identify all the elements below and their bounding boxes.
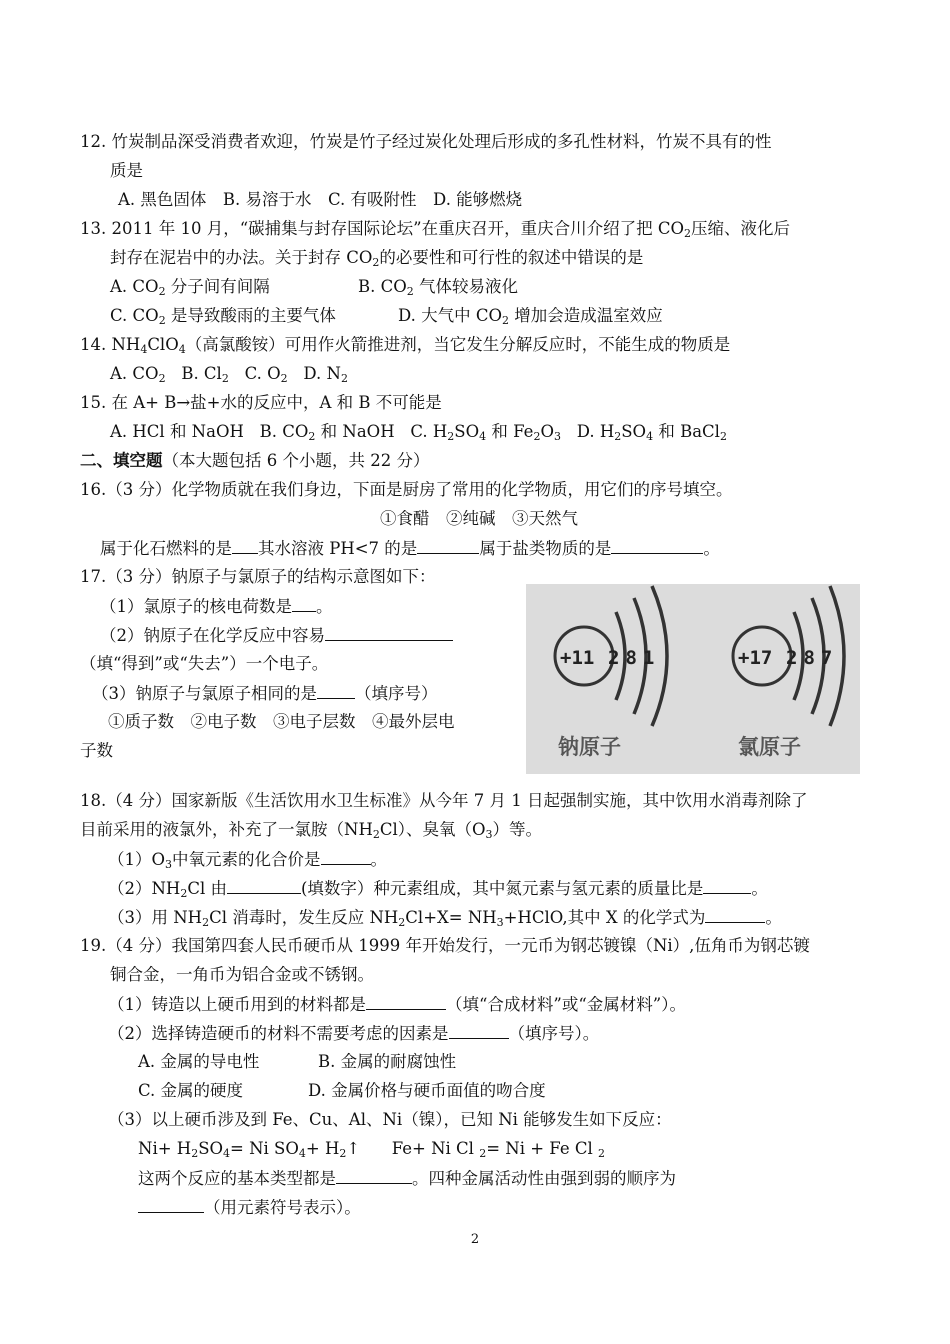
- q12-line-2: 质是: [110, 161, 143, 180]
- q18-blank-3[interactable]: [703, 877, 751, 894]
- q19-option-d: D. 金属价格与硬币面值的吻合度: [308, 1081, 546, 1100]
- q19-blank-1[interactable]: [366, 993, 446, 1010]
- q19-line-2: 铜合金，一角币为铝合金或不锈钢。: [110, 965, 374, 984]
- q17-line-1: 17.（3 分）钠原子与氯原子的结构示意图如下：: [80, 567, 436, 586]
- q13-line-2: 封存在泥岩中的办法。关于封存 $CO_2$的必要性和可行性的叙述中错误的是: [110, 248, 644, 269]
- q16-blank-3[interactable]: [611, 537, 703, 554]
- q19-sub-3-line-3: （用元素符号表示）。: [138, 1196, 361, 1219]
- q19-option-b: B. 金属的耐腐蚀性: [318, 1052, 457, 1071]
- chlorine-nucleus-charge: +17: [738, 647, 773, 669]
- q17-sub-2-cont: （填“得到”或“失去”）一个电子。: [80, 654, 329, 673]
- q19-sub-1: （1）铸造以上硬币用到的材料都是 （填“合成材料”或“金属材料”）。: [108, 995, 686, 1014]
- q17-blank-2[interactable]: [325, 624, 453, 641]
- q13-option-a: A. $CO_2$ 分子间有间隔: [110, 277, 270, 298]
- q15-options: A. HCl 和 NaOH B. $CO_2$ 和 NaOH C. $H_2SO_4$ 和 $Fe_2O_3$ D. $H_2SO_4$ 和 BaCl$_2$: [110, 422, 727, 443]
- q19-blank-2[interactable]: [449, 1022, 509, 1039]
- q13-line-1: 13. 2011 年 10 月，“碳捕集与封存国际论坛”在重庆召开，重庆合川介绍了把 $CO_2$压缩、液化后: [80, 219, 790, 240]
- chlorine-electron-counts: 287: [786, 647, 839, 669]
- q12-options: A. 黑色固体 B. 易溶于水 C. 有吸附性 D. 能够燃烧: [118, 190, 523, 209]
- atom-diagram-svg: [526, 584, 860, 774]
- q16-blank-2[interactable]: [417, 537, 479, 554]
- q17-sub-1: （1）氯原子的核电荷数是 。: [100, 597, 333, 616]
- q17-sub-2: （2）钠原子在化学反应中容易: [100, 624, 453, 647]
- q18-blank-4[interactable]: [705, 906, 765, 923]
- q18-line-2: 目前采用的液氯外，补充了一氯胺$(NH_2Cl)$、臭氧$(O_3)$等。: [80, 820, 543, 841]
- q13-option-d: D. 大气中 $CO_2$ 增加会造成温室效应: [398, 306, 663, 327]
- q19-sub-2: （2）选择铸造硬币的材料不需要考虑的因素是 （填序号）。: [108, 1024, 600, 1043]
- q18-sub-3: （3）用 $NH_2Cl$ 消毒时，发生反应 $NH_2Cl+X=$ $NH_3+HClO$,其中 X 的化学式为 。: [108, 908, 782, 929]
- q17-sub-3-cont: 子数: [80, 741, 113, 760]
- q19-equations: $Ni+ H_2SO_4= Ni$ $SO_4+$ $H_2↑$ Fe+ Ni Cl $_2$= Ni + Fe Cl $_2$: [138, 1139, 605, 1160]
- q18-blank-1[interactable]: [321, 848, 371, 865]
- q13-option-c: C. $CO_2$ 是导致酸雨的主要气体: [110, 306, 336, 327]
- q18-sub-2: $(2)NH_2Cl$ 由 (填数字）种元素组成，其中氮元素与氢元素的质量比是 。: [108, 879, 768, 900]
- q17-sub-3-options: ①质子数 ②电子数 ③电子层数 ④最外层电: [108, 712, 455, 731]
- q16-blank-1[interactable]: [232, 537, 258, 554]
- section-2-heading: 二、填空题（本大题包括 6 个小题，共 22 分）: [80, 451, 430, 470]
- q15-line-1: 15. 在 A+ B→盐+水的反应中，A 和 B 不可能是: [80, 393, 442, 412]
- q16-items: ①食醋 ②纯碱 ③天然气: [380, 509, 578, 528]
- q18-line-1: 18.（4 分）国家新版《生活饮用水卫生标准》从今年 7 月 1 日起强制实施，其中饮用水消毒剂除了: [80, 791, 808, 810]
- atom-structure-figure: [526, 584, 860, 774]
- q19-sub-3-line-2: 这两个反应的基本类型都是 。四种金属活动性由强到弱的顺序为: [138, 1169, 676, 1188]
- q18-sub-1: $(1)O_3$中氧元素的化合价是 。: [108, 850, 388, 871]
- sodium-electron-counts: 281: [608, 647, 661, 669]
- q17-blank-3[interactable]: [317, 682, 355, 699]
- chlorine-label: 氯原子: [738, 735, 801, 759]
- q19-blank-4[interactable]: [138, 1196, 204, 1213]
- q12-line-1: 12. 竹炭制品深受消费者欢迎，竹炭是竹子经过炭化处理后形成的多孔性材料，竹炭不具有的性: [80, 132, 772, 151]
- q19-option-c: C. 金属的硬度: [138, 1081, 244, 1100]
- page-number: 2: [470, 1232, 480, 1247]
- q19-option-a: A. 金属的导电性: [138, 1052, 260, 1071]
- sodium-nucleus-charge: +11: [560, 647, 595, 669]
- q14-options: A. $CO_2$ B. $Cl_2$ C. $O_2$ D. $N_2$: [110, 364, 348, 385]
- q19-sub-3: （3）以上硬币涉及到 Fe、Cu、Al、Ni（镍），已知 Ni 能够发生如下反应：: [108, 1110, 672, 1129]
- q16-fill-line: 属于化石燃料的是 其水溶液 PH<7 的是 属于盐类物质的是 。: [100, 539, 720, 558]
- q14-line-1: 14. $NH_4ClO_4$（高氯酸铵）可用作火箭推进剂，当它发生分解反应时，不能生成的物质是: [80, 335, 731, 356]
- q16-line-1: 16.（3 分）化学物质就在我们身边，下面是厨房了常用的化学物质，用它们的序号填空。: [80, 480, 733, 499]
- q13-option-b: B. $CO_2$ 气体较易液化: [358, 277, 519, 298]
- q19-blank-3[interactable]: [336, 1167, 412, 1184]
- sodium-label: 钠原子: [558, 735, 621, 759]
- q18-blank-2[interactable]: [227, 877, 301, 894]
- q19-line-1: 19.（4 分）我国第四套人民币硬币从 1999 年开始发行，一元币为钢芯镀镍（Ni）,伍角币为钢芯镀: [80, 936, 810, 955]
- q17-blank-1[interactable]: [292, 595, 316, 612]
- q17-sub-3: （3）钠原子与氯原子相同的是 （填序号）: [92, 684, 438, 703]
